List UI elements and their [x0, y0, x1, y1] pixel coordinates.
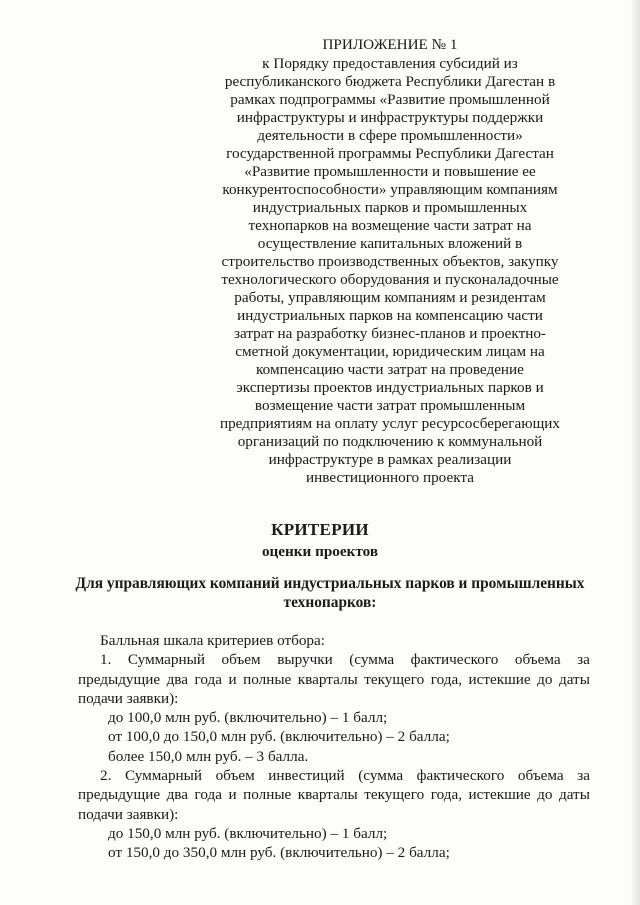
- word: 1.: [100, 651, 112, 669]
- word: истекшие: [468, 786, 531, 804]
- word: объем: [221, 651, 261, 669]
- word: за: [577, 651, 590, 669]
- word: текущего: [364, 670, 425, 688]
- item-2-option: до 150,0 млн руб. (включительно) – 1 балл;: [108, 824, 388, 842]
- word: полные: [243, 786, 292, 804]
- word: инвестиций: [268, 767, 345, 785]
- item-1-line-2: [78, 670, 590, 689]
- appendix-line: республиканского бюджета Республики Дагестан в: [224, 73, 556, 90]
- word: года,: [430, 670, 462, 688]
- item-1-option: до 100,0 млн руб. (включительно) – 1 балл;: [108, 709, 388, 727]
- criteria-body: [78, 631, 590, 863]
- appendix-line: строительство производственных объектов, закупку: [221, 253, 559, 270]
- word: года: [194, 670, 222, 688]
- appendix-line: конкурентоспособности» управляющим компаниям: [222, 181, 558, 198]
- word: (сумма: [358, 767, 404, 785]
- appendix-line: инфраструктуры и инфраструктуры поддержки: [236, 109, 544, 126]
- appendix-line: «Развитие промышленности и повышение ее: [244, 163, 536, 180]
- appendix-line: рамках подпрограммы «Развитие промышленной: [230, 91, 550, 108]
- section-heading: [60, 574, 600, 612]
- item-1-line-1: [78, 650, 590, 669]
- word: Суммарный: [124, 767, 203, 785]
- appendix-line: экспертизы проектов индустриальных парков и: [236, 379, 544, 396]
- item-1-option: от 100,0 до 150,0 млн руб. (включительно) – 2 балла;: [108, 728, 450, 746]
- word: выручки: [277, 651, 333, 669]
- word: Суммарный: [127, 651, 205, 669]
- criteria-block: [0, 520, 640, 562]
- word: и: [228, 670, 237, 688]
- word: два: [166, 670, 189, 688]
- word: истекшие: [468, 670, 531, 688]
- word: фактического: [416, 767, 505, 785]
- word: кварталы: [297, 786, 358, 804]
- appendix-line: к Порядку предоставления субсидий из: [262, 55, 518, 72]
- word: кварталы: [297, 670, 358, 688]
- word: до: [537, 670, 553, 688]
- word: объема: [517, 767, 564, 785]
- word: два: [166, 786, 189, 804]
- appendix-line: осуществление капитальных вложений в: [257, 235, 523, 252]
- item-2-line-3: подачи заявки):: [78, 805, 179, 823]
- appendix-line: возмещение части затрат промышленным: [254, 397, 526, 414]
- appendix-line: затрат на разработку бизнес-планов и проектно-: [234, 325, 546, 342]
- appendix-line: инвестиционного проекта: [306, 469, 474, 486]
- appendix-line: деятельности в сфере промышленности»: [257, 127, 523, 144]
- item-2-line-1: [78, 766, 590, 785]
- word: 2.: [100, 767, 112, 785]
- page-edge-shadow: [630, 0, 640, 905]
- word: даты: [558, 786, 590, 804]
- item-1-option: более 150,0 млн руб. – 3 балла.: [108, 747, 309, 765]
- word: (сумма: [349, 651, 395, 669]
- word: года: [194, 786, 222, 804]
- appendix-title: ПРИЛОЖЕНИЕ № 1: [322, 36, 458, 53]
- appendix-line: государственной программы Республики Дагестан: [226, 145, 554, 162]
- word: объема: [514, 651, 561, 669]
- criteria-subtitle: оценки проектов: [261, 543, 379, 560]
- appendix-line: сметной документации, юридическим лицам на: [235, 343, 545, 360]
- word: года,: [430, 786, 462, 804]
- scale-intro: Балльная шкала критериев отбора:: [100, 632, 325, 649]
- appendix-line: индустриальных парков и промышленных: [252, 199, 528, 216]
- word: текущего: [364, 786, 425, 804]
- section-heading-line: технопарков:: [283, 594, 377, 611]
- word: и: [228, 786, 237, 804]
- appendix-line: инфраструктуре в рамках реализации: [268, 451, 512, 468]
- word: предыдущие: [78, 786, 161, 804]
- word: до: [537, 786, 553, 804]
- appendix-line: компенсацию части затрат на проведение: [256, 361, 524, 378]
- appendix-line: технологического оборудования и пусконаладочные: [221, 271, 559, 288]
- word: фактического: [410, 651, 499, 669]
- item-2-line-2: [78, 785, 590, 804]
- section-heading-line: Для управляющих компаний индустриальных парков и промышленных: [75, 575, 585, 592]
- word: даты: [558, 670, 590, 688]
- word: объем: [215, 767, 255, 785]
- appendix-line: работы, управляющим компаниям и резидентам: [234, 289, 546, 306]
- word: полные: [243, 670, 292, 688]
- appendix-line: индустриальных парков на компенсацию части: [237, 307, 543, 324]
- item-2-option: от 150,0 до 350,0 млн руб. (включительно) – 2 балла;: [108, 844, 450, 862]
- criteria-title: КРИТЕРИИ: [271, 520, 369, 539]
- item-1-line-3: подачи заявки):: [78, 689, 179, 707]
- word: предыдущие: [78, 670, 161, 688]
- word: за: [577, 767, 590, 785]
- appendix-line: организаций по подключению к коммунальной: [237, 433, 543, 450]
- appendix-header: [200, 36, 580, 487]
- appendix-line: технопарков на возмещение части затрат на: [248, 217, 532, 234]
- appendix-line: предприятиям на оплату услуг ресурсосберегающих: [219, 415, 561, 432]
